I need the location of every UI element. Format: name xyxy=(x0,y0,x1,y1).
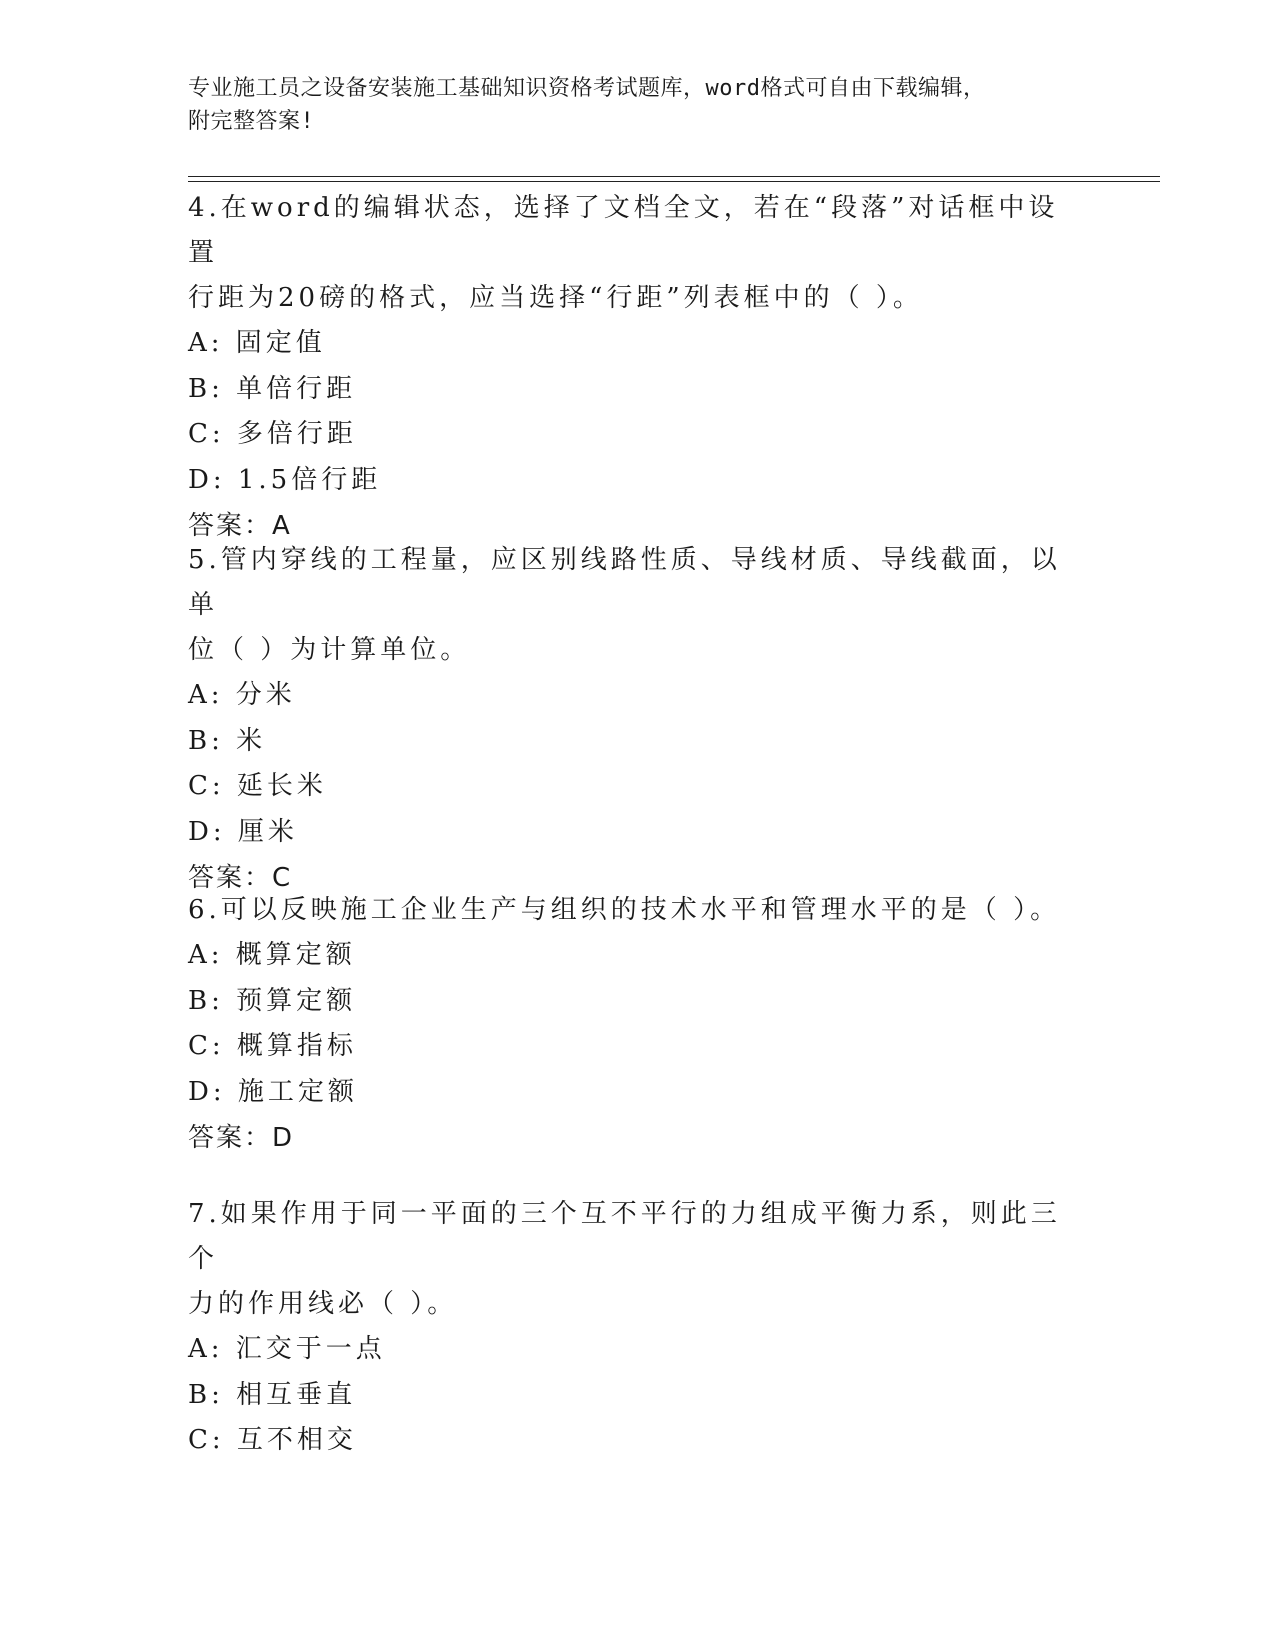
option-a: A: 分米 xyxy=(188,680,296,710)
question-5 xyxy=(188,538,1088,901)
option-a: A: 概算定额 xyxy=(188,940,356,970)
question-7 xyxy=(188,1192,1088,1464)
question-stem-line: 6.可以反映施工企业生产与组织的技术水平和管理水平的是（ ）。 xyxy=(188,895,1061,925)
option-d: D: 1.5倍行距 xyxy=(188,464,382,495)
option-c: C: 互不相交 xyxy=(188,1425,357,1455)
question-stem-line: 位（ ）为计算单位。 xyxy=(188,635,471,665)
option-b: B: 预算定额 xyxy=(188,985,357,1016)
header-line-1: 专业施工员之设备安装施工基础知识资格考试题库，word格式可自由下载编辑， xyxy=(188,76,986,101)
header-divider-bottom xyxy=(188,181,1160,182)
option-b: B: 相互垂直 xyxy=(188,1379,357,1410)
question-4 xyxy=(188,186,1088,549)
question-stem-line: 力的作用线必（ ）。 xyxy=(188,1289,458,1319)
question-stem-line: 7.如果作用于同一平面的三个互不平行的力组成平衡力系，则此三个 xyxy=(188,1199,1061,1274)
answer: 答案：D xyxy=(188,1123,295,1153)
option-b: B: 单倍行距 xyxy=(188,373,357,404)
document-header xyxy=(188,72,1068,138)
answer: 答案：A xyxy=(188,511,292,541)
question-6 xyxy=(188,888,1088,1161)
question-stem-line: 4.在word的编辑状态，选择了文档全文，若在“段落”对话框中设置 xyxy=(188,193,1059,268)
question-stem-line: 5.管内穿线的工程量，应区别线路性质、导线材质、导线截面，以单 xyxy=(188,545,1061,620)
option-a: A: 汇交于一点 xyxy=(188,1334,386,1364)
option-d: D: 厘米 xyxy=(188,816,298,847)
question-stem-line: 行距为20磅的格式，应当选择“行距”列表框中的（ ）。 xyxy=(188,283,923,313)
header-line-2: 附完整答案! xyxy=(188,109,315,134)
header-divider-top xyxy=(188,176,1160,177)
option-c: C: 概算指标 xyxy=(188,1031,357,1061)
answer: 答案：C xyxy=(188,863,293,893)
option-a: A: 固定值 xyxy=(188,328,326,358)
option-d: D: 施工定额 xyxy=(188,1076,358,1107)
option-c: C: 多倍行距 xyxy=(188,419,357,449)
option-b: B: 米 xyxy=(188,725,267,756)
option-c: C: 延长米 xyxy=(188,771,327,801)
